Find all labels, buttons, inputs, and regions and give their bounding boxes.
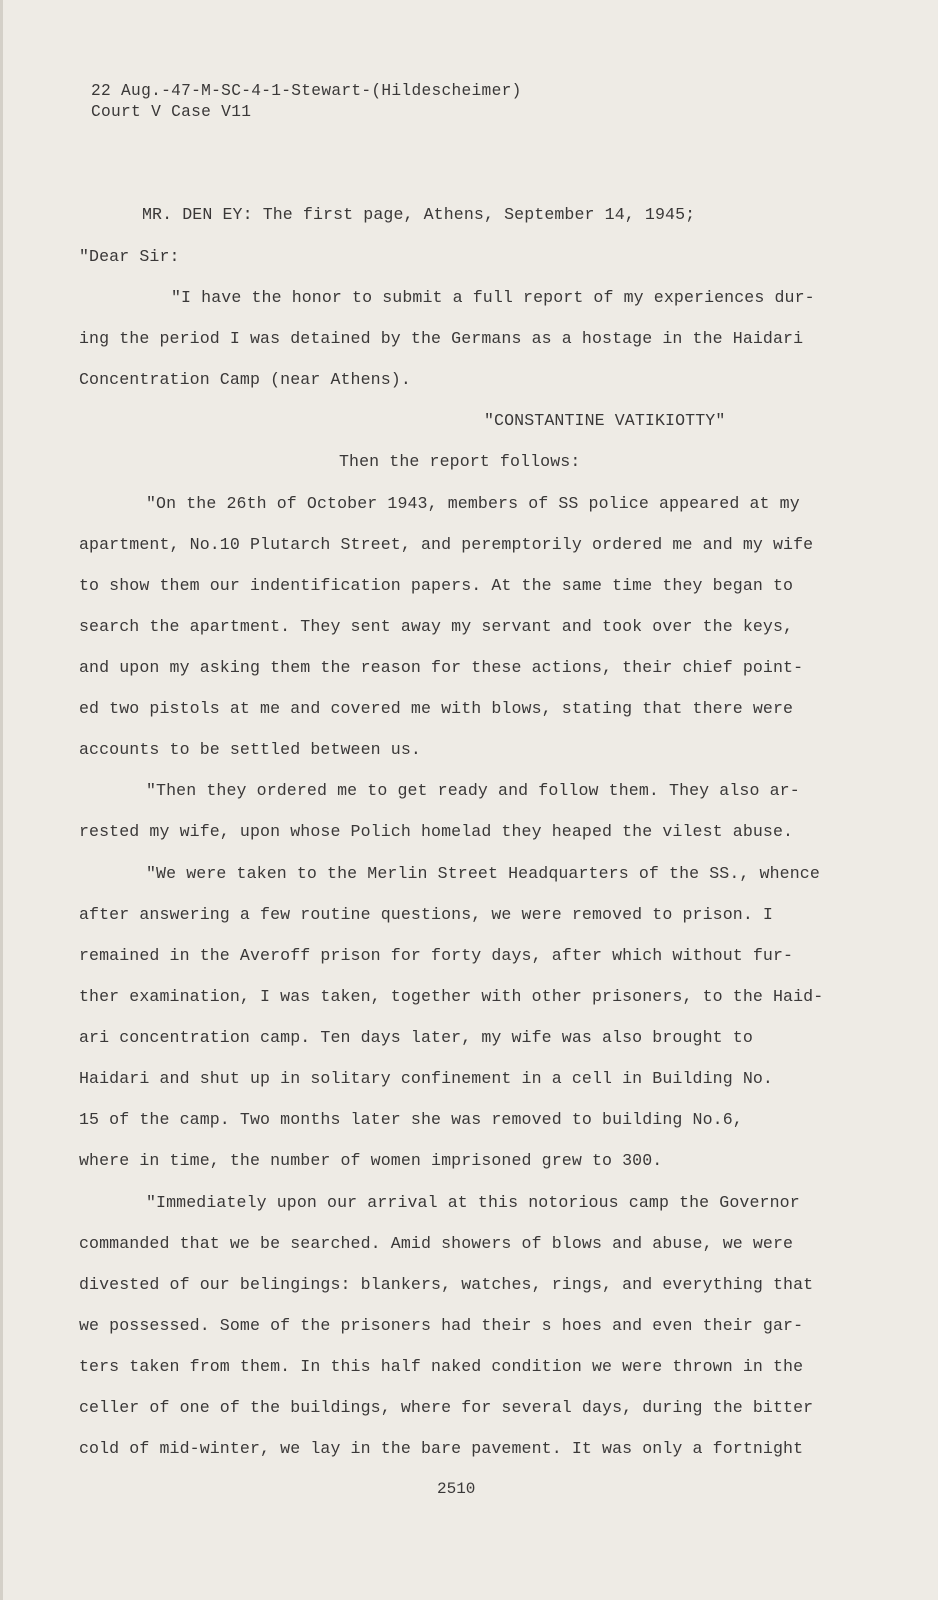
body-line-16: rested my wife, upon whose Polich homelad they heaped the vilest abuse. [79, 822, 794, 841]
body-line-2: "Dear Sir: [79, 247, 180, 266]
body-line-13: ed two pistols at me and covered me with blows, stating that there were [79, 699, 794, 718]
body-line-10: to show them our indentification papers. At the same time they began to [79, 576, 794, 595]
body-line-24: where in time, the number of women imprisoned grew to 300. [79, 1151, 663, 1170]
body-line-3: "I have the honor to submit a full report of my experiences dur- [171, 288, 815, 307]
body-line-4: ing the period I was detained by the Germans as a hostage in the Haidari [79, 329, 804, 348]
body-line-15: "Then they ordered me to get ready and follow them. They also ar- [146, 781, 800, 800]
body-line-28: we possessed. Some of the prisoners had their s hoes and even their gar- [79, 1316, 804, 1335]
body-line-11: search the apartment. They sent away my servant and took over the keys, [79, 617, 794, 636]
body-line-8: "On the 26th of October 1943, members of SS police appeared at my [146, 494, 800, 513]
body-line-9: apartment, No.10 Plutarch Street, and peremptorily ordered me and my wife [79, 535, 814, 554]
signature-line: "CONSTANTINE VATIKIOTTY" [484, 411, 726, 430]
body-line-21: ari concentration camp. Ten days later, my wife was also brought to [79, 1028, 753, 1047]
body-line-20: ther examination, I was taken, together with other prisoners, to the Haid- [79, 987, 824, 1006]
body-line-18: after answering a few routine questions, we were removed to prison. I [79, 905, 773, 924]
body-line-17: "We were taken to the Merlin Street Headquarters of the SS., whence [146, 864, 820, 883]
body-line-7: Then the report follows: [339, 452, 581, 471]
body-line-12: and upon my asking them the reason for these actions, their chief point- [79, 658, 804, 677]
body-line-30: celler of one of the buildings, where for several days, during the bitter [79, 1398, 814, 1417]
body-line-5: Concentration Camp (near Athens). [79, 370, 411, 389]
body-line-22: Haidari and shut up in solitary confinement in a cell in Building No. [79, 1069, 773, 1088]
body-line-1: MR. DEN EY: The first page, Athens, September 14, 1945; [142, 205, 696, 224]
body-line-31: cold of mid-winter, we lay in the bare pavement. It was only a fortnight [79, 1439, 804, 1458]
page-edge [0, 0, 3, 1600]
header-line-1: 22 Aug.-47-M-SC-4-1-Stewart-(Hildescheimer) [91, 82, 522, 100]
header-line-2: Court V Case V11 [91, 103, 252, 121]
body-line-23: 15 of the camp. Two months later she was removed to building No.6, [79, 1110, 743, 1129]
body-line-14: accounts to be settled between us. [79, 740, 421, 759]
body-line-27: divested of our belingings: blankers, watches, rings, and everything that [79, 1275, 814, 1294]
body-line-29: ters taken from them. In this half naked condition we were thrown in the [79, 1357, 804, 1376]
body-line-19: remained in the Averoff prison for forty days, after which without fur- [79, 946, 794, 965]
body-line-25: "Immediately upon our arrival at this notorious camp the Governor [146, 1193, 800, 1212]
page-number: 2510 [437, 1480, 476, 1498]
body-line-26: commanded that we be searched. Amid showers of blows and abuse, we were [79, 1234, 794, 1253]
